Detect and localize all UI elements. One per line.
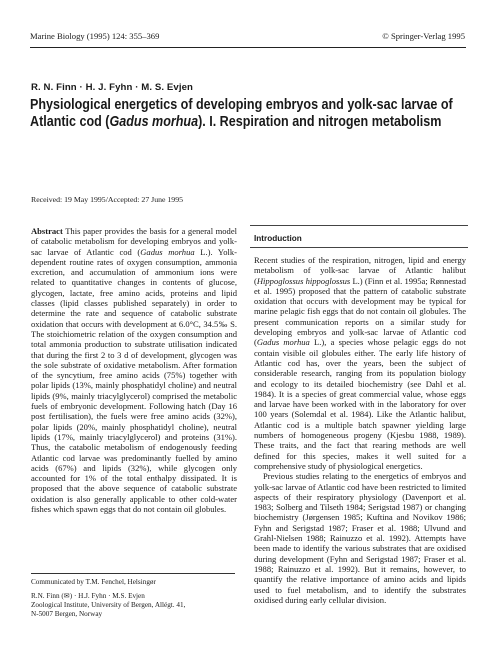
- received-dates: Received: 19 May 1995/Accepted: 27 June 1995: [31, 195, 184, 204]
- title-line-2: Atlantic cod (Gadus morhua). I. Respiration and nitrogen metabolism: [30, 114, 442, 130]
- section-rule-top: [250, 225, 468, 226]
- communicated-by: Communicated by T.M. Fenchel, Helsingør: [31, 578, 156, 586]
- section-rule-bottom: [250, 247, 468, 248]
- title-line-1: Physiological energetics of developing embryos and yolk-sac larvae of: [30, 97, 453, 113]
- intro-paragraph-2: Previous studies relating to the energetics of embryos and yolk-sac larvae of Atlantic cod have been restricted to limited aspects of their respiratory physiology (Davenport et al. 1983; Solberg and Tilseth 1984; Serigstad 1987) or changing biochemistry (Jørgensen 1985; Kuftina and Novikov 1986; Fyhn and Serigstad 1987; Fraser et al. 1988; Ulvund and Grahl-Nielsen 1988; Rainuzzo et al. 1992). Attempts have been made to identify the various substrates that are oxidised during development (Fyhn and Serigstad 1987; Fraser et al. 1988; Rainuzzo et al. 1992). But it remains, however, to quantify the relative importance of amino acids and lipids used to fuel metabolism, and to identify the substrates oxidised during early cellular division.: [254, 471, 466, 605]
- article-title: [30, 97, 453, 131]
- author-list: R. N. Finn · H. J. Fyhn · M. S. Evjen: [31, 82, 194, 93]
- abstract: Abstract This paper provides the basis for a general model of catabolic metabolism for developing embryos and yolk-sac larvae of Atlantic cod (Gadus morhua L.). Yolk-dependent routine rates of oxygen consumption, ammonia excretion, and accumulation of ammonium ions were related to quantitative changes in contents of glucose, glycogen, lactate, free amino acids, proteins and lipid classes (lipid classes published separately) in order to determine the rate and sequence of catabolic substrate oxidation that occurs with development at 6.0°C, 34.5‰ S. The stoichiometric relation of the oxygen consumption and total ammonia production to substrate utilisation indicated that during the first 2 to 3 d of development, glycogen was the sole substrate of oxidative metabolism. After formation of the syncytium, free amino acids (75%) together with polar lipids (13%, mainly phosphatidyl choline) and neutral lipids (9%, mainly triacylglycerol) comprised the metabolic fuels of embryonic development. Following hatch (Day 16 post fertilisation), the fuels were free amino acids (32%), polar lipids (20%, mainly phosphatidyl choline), neutral lipids (17%, mainly triacylglycerol) and proteins (31%). Thus, the catabolic metabolism of endogenously feeding Atlantic cod larvae was predominantly fuelled by amino acids (67%) and lipids (32%), while glycogen only accounted for 1% of the total enthalpy dissipated. It is proposed that the above sequence of catabolic substrate oxidation is also generally applicable to other cold-water fishes which spawn eggs that do not contain oil globules.: [31, 226, 237, 515]
- publisher-copyright: © Springer-Verlag 1995: [382, 31, 465, 41]
- introduction-body: [254, 255, 466, 605]
- footnote-city: N-5007 Bergen, Norway: [31, 610, 103, 619]
- journal-citation: Marine Biology (1995) 124: 355–369: [30, 31, 160, 41]
- footnote-rule: [31, 573, 235, 574]
- intro-paragraph-1: Recent studies of the respiration, nitrogen, lipid and energy metabolism of yolk-sac larvae of Atlantic halibut (Hippoglossus hippoglossus L.) (Finn et al. 1995a; Rønnestad et al. 1995) proposed that the pattern of catabolic substrate oxidation that occurs with development may be typical for marine pelagic fish eggs that do not contain oil globules. The present communication reports on a similar study for developing embryos and yolk-sac larvae of Atlantic cod (Gadus morhua L.), a species whose pelagic eggs do not contain visible oil globules either. The early life history of Atlantic cod has, over the years, been the subject of considerable research, ranging from its population biology and ecology to its detailed biochemistry (see Dahl et al. 1984). It is a species of great commercial value, whose eggs and larvae have been worked with in the laboratory for over 100 years (Solemdal et al. 1984). Like the Atlantic halibut, Atlantic cod is a multiple batch spawner yielding large numbers of homogeneous progeny (Kjesbu 1988, 1989). These traits, and the fact that rearing methods are well defined for this species, makes it well suited for a comprehensive study of physiological energetics.: [254, 255, 466, 471]
- footnote-authors: R.N. Finn (✉) · H.J. Fyhn · M.S. Evjen: [31, 592, 145, 601]
- footnote-institute: Zoological Institute, University of Bergen, Allégt. 41,: [31, 601, 186, 610]
- footnote: [31, 578, 241, 619]
- abstract-heading: Abstract: [31, 226, 63, 236]
- header-rule: [30, 47, 466, 48]
- introduction-heading: Introduction: [254, 234, 302, 243]
- title-species: Gadus morhua: [109, 114, 199, 130]
